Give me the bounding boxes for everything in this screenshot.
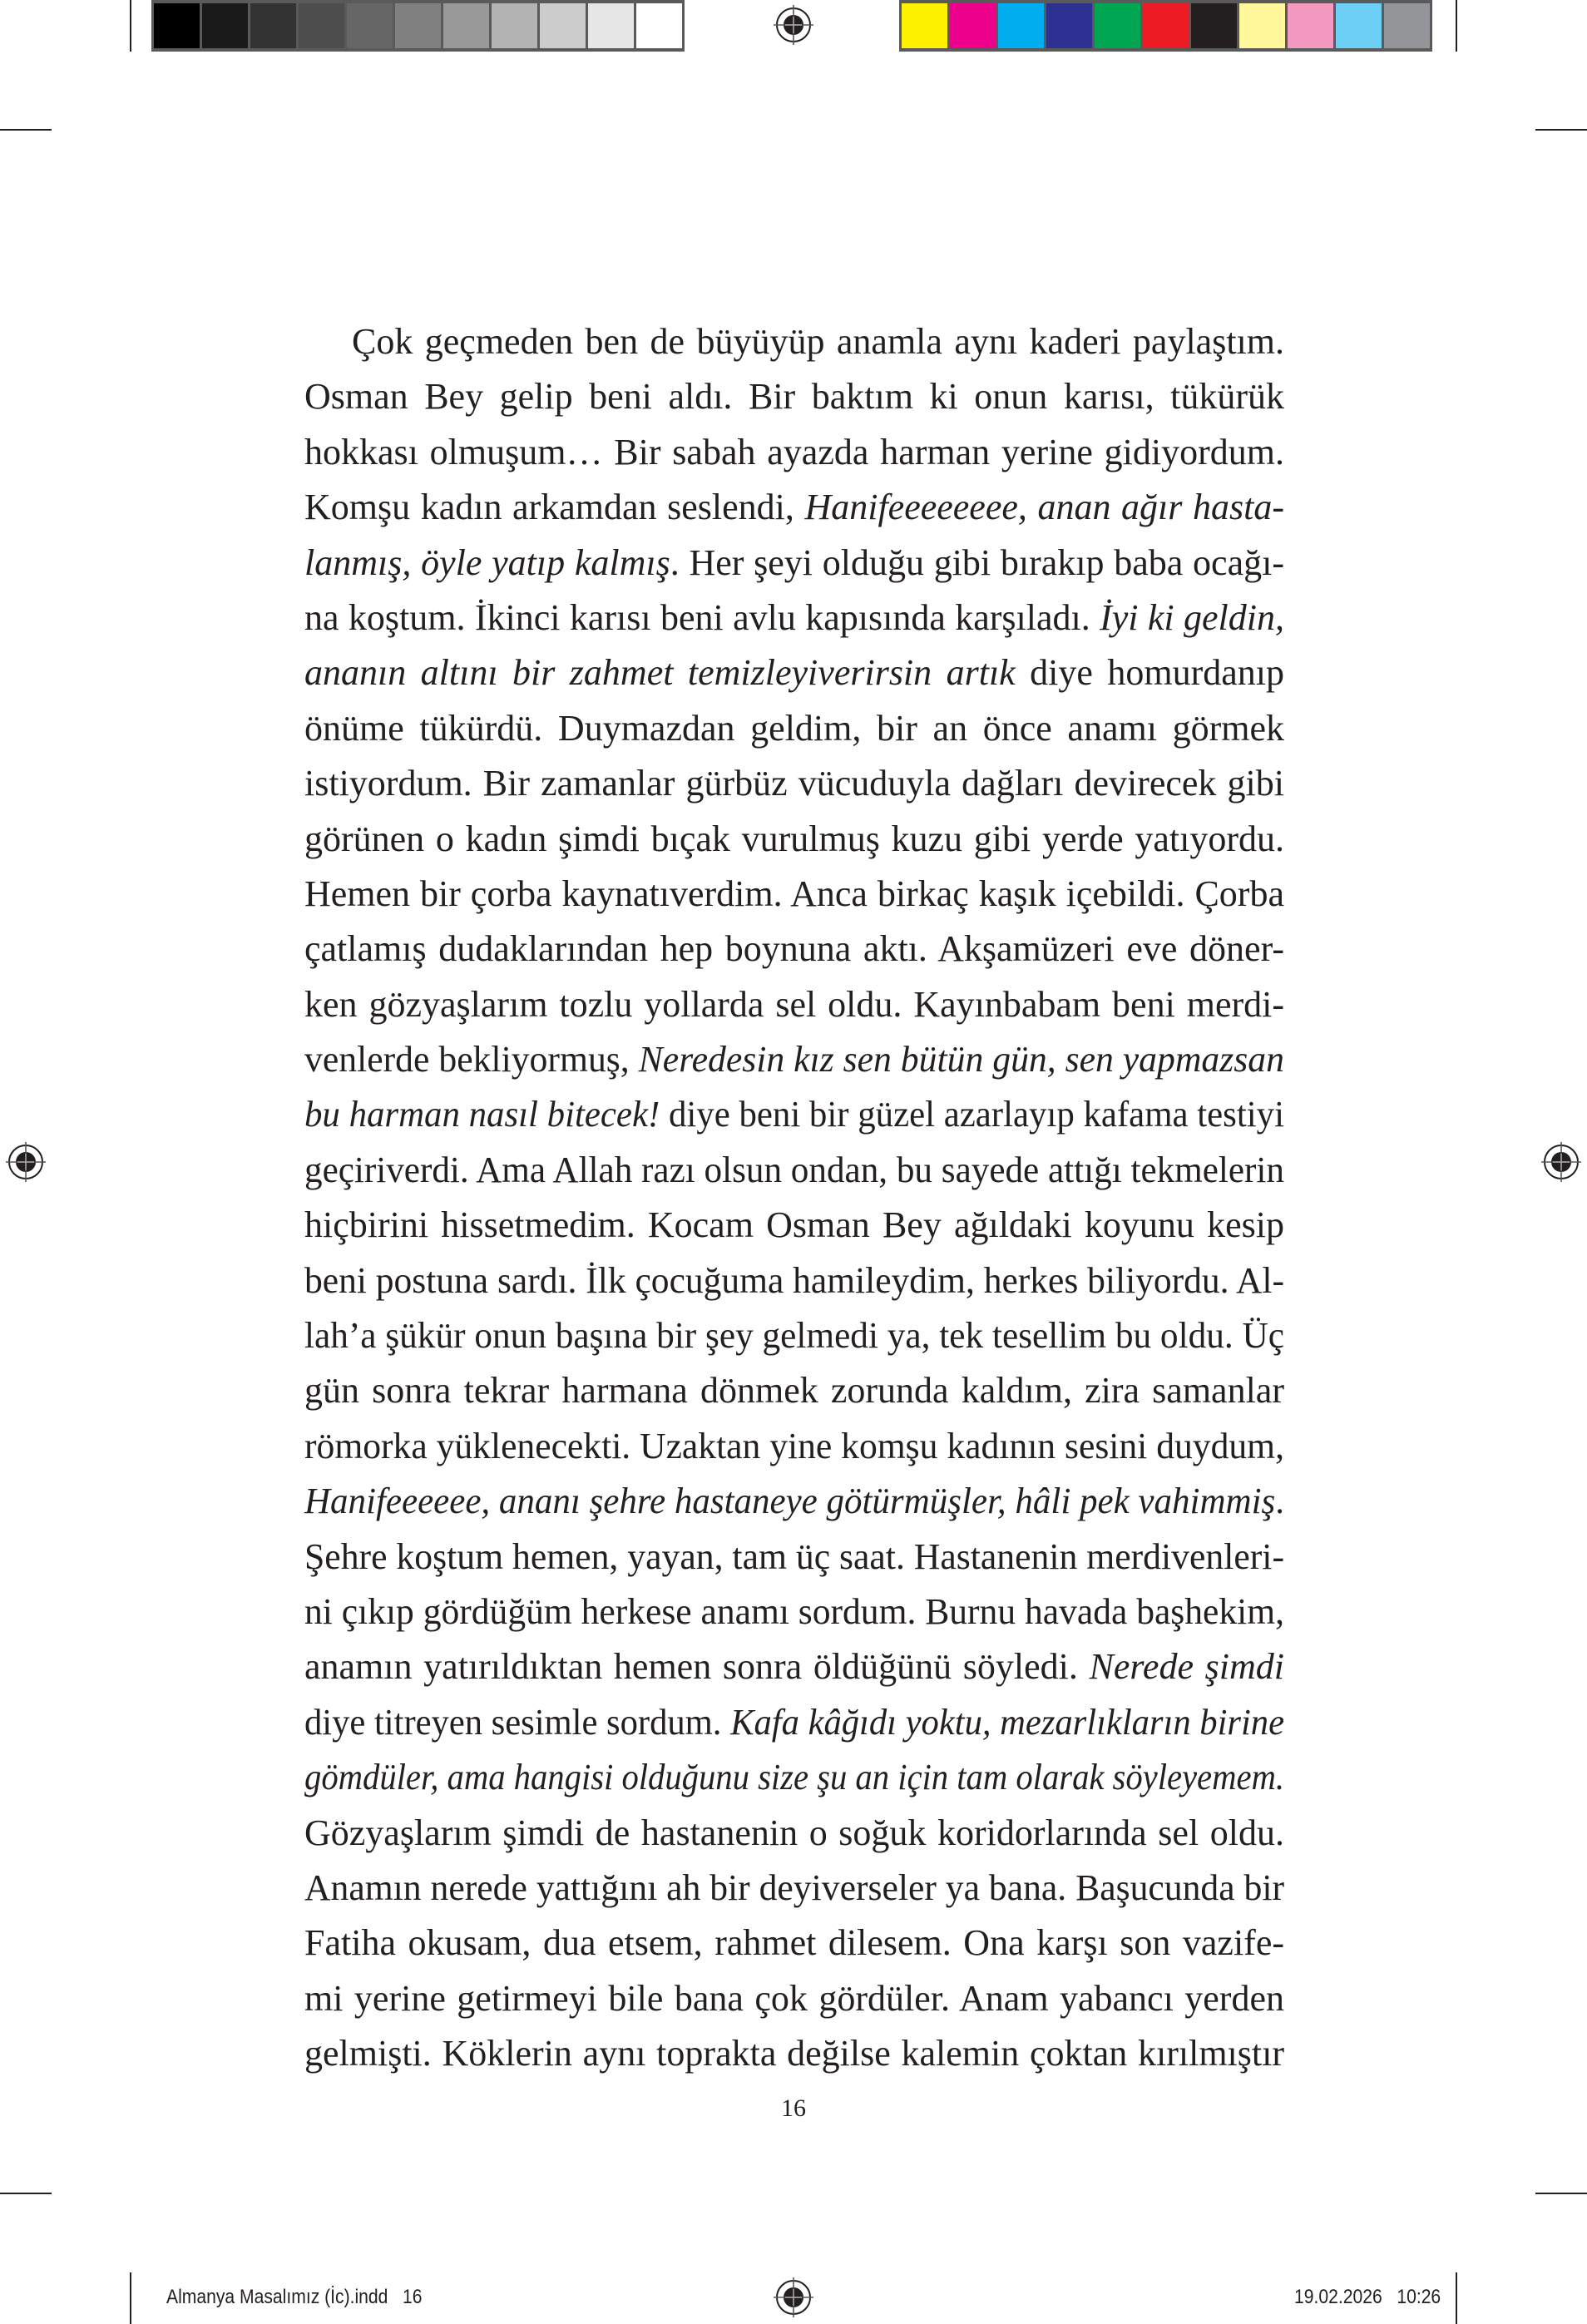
grayscale-swatch xyxy=(202,3,248,48)
crop-mark-top-left-vertical xyxy=(130,0,131,52)
color-swatch xyxy=(1191,3,1237,48)
text-span: anamın yatırıldıktan hemen sonra öldüğünü söyledi. xyxy=(304,1646,1090,1688)
text-line xyxy=(304,701,1284,756)
color-swatch xyxy=(998,3,1044,48)
grayscale-swatch xyxy=(588,3,634,48)
text-line xyxy=(304,1971,1284,2026)
crop-mark-bottom-right-horizontal xyxy=(1535,2193,1587,2194)
text-line xyxy=(304,1419,1284,1474)
italic-text-span: bu harman nasıl bitecek! xyxy=(304,1094,660,1135)
text-line xyxy=(304,425,1284,480)
color-swatch xyxy=(1046,3,1092,48)
color-swatch xyxy=(1239,3,1285,48)
text-span: mi yerine getirmeyi bile bana çok gördüler. Anam yabancı yerden xyxy=(304,1977,1284,2019)
text-line xyxy=(304,645,1284,700)
text-span: na koştum. İkinci karısı beni avlu kapısında karşıladı. xyxy=(304,596,1100,638)
crop-mark-bottom-left-vertical xyxy=(130,2272,131,2324)
italic-text-span: Hanifeeeeeeee, anan ağır hasta- xyxy=(804,487,1284,528)
italic-text-span: gömdüler, ama hangisi olduğunu size şu an için tam olarak söyleyemem. xyxy=(304,1757,1284,1798)
color-swatch-bar xyxy=(899,0,1432,52)
body-paragraph xyxy=(304,314,1284,2082)
grayscale-swatch xyxy=(395,3,441,48)
registration-mark-bottom-icon xyxy=(774,2277,813,2317)
text-line xyxy=(304,369,1284,424)
text-span: römorka yüklenecekti. Uzaktan yine komşu kadının sesini duydum, xyxy=(304,1425,1284,1466)
text-line xyxy=(304,922,1284,977)
text-span: Çok geçmeden ben de büyüyüp anamla aynı kaderi paylaştım. xyxy=(352,321,1284,362)
grayscale-swatch xyxy=(636,3,682,48)
text-span: ken gözyaşlarım tozlu yollarda sel oldu. Kayınbabam beni merdi- xyxy=(304,983,1284,1025)
crop-mark-top-right-horizontal xyxy=(1535,129,1587,131)
text-line xyxy=(304,1198,1284,1253)
text-line xyxy=(304,1530,1284,1585)
text-span: geçiriverdi. Ama Allah razı olsun ondan, bu sayede attığı tekmelerin xyxy=(304,1149,1284,1190)
text-line xyxy=(304,1363,1284,1418)
text-line xyxy=(304,1308,1284,1363)
color-swatch xyxy=(1384,3,1430,48)
text-span: Anamın nerede yattığını ah bir deyiverseler ya bana. Başucunda bir xyxy=(304,1867,1284,1908)
grayscale-swatch xyxy=(250,3,296,48)
text-line xyxy=(304,1750,1284,1805)
italic-text-span: Nerede şimdi xyxy=(1089,1646,1284,1688)
text-span: gelmişti. Köklerin aynı toprakta değilse kalemin çoktan kırılmıştır xyxy=(304,2033,1284,2074)
registration-mark-top-icon xyxy=(774,5,813,45)
color-swatch xyxy=(902,3,947,48)
color-swatch xyxy=(1288,3,1333,48)
text-span: . xyxy=(1275,1481,1284,1522)
grayscale-swatch-bar xyxy=(151,0,685,52)
grayscale-swatch xyxy=(492,3,537,48)
italic-text-span: Hanifeeeeee, ananı şehre hastaneye götürmüşler, hâli pek vahimmiş xyxy=(304,1481,1276,1522)
text-line xyxy=(304,536,1284,591)
text-span: Osman Bey gelip beni aldı. Bir baktım ki onun karısı, tükürük xyxy=(304,376,1284,418)
crop-mark-bottom-left-horizontal xyxy=(0,2193,52,2194)
text-span: diye beni bir güzel azarlayıp kafama testiyi xyxy=(660,1094,1284,1135)
color-swatch xyxy=(1336,3,1382,48)
text-line xyxy=(304,2026,1284,2081)
grayscale-swatch xyxy=(154,3,200,48)
text-span: önüme tükürdü. Duymazdan geldim, bir an önce anamı görmek xyxy=(304,707,1284,749)
text-line xyxy=(304,1806,1284,1861)
text-line xyxy=(304,977,1284,1032)
text-span: Şehre koştum hemen, yayan, tam üç saat. Hastanenin merdivenleri- xyxy=(304,1535,1284,1577)
crop-mark-bottom-right-vertical xyxy=(1456,2272,1457,2324)
text-line xyxy=(304,1861,1284,1916)
text-line xyxy=(304,1639,1284,1694)
italic-text-span: lanmış, öyle yatıp kalmış xyxy=(304,541,670,583)
registration-mark-right-icon xyxy=(1541,1142,1581,1182)
text-span: görünen o kadın şimdi bıçak vurulmuş kuzu gibi yerde yatıyordu. xyxy=(304,818,1284,859)
text-line xyxy=(304,812,1284,867)
text-line xyxy=(304,1087,1284,1142)
text-span: çatlamış dudaklarından hep boynuna aktı. Akşamüzeri eve döner- xyxy=(304,928,1284,970)
italic-text-span: Neredesin kız sen bütün gün, sen yapmazsan xyxy=(638,1039,1284,1080)
page-number: 16 xyxy=(781,2094,806,2122)
text-span: Fatiha okusam, dua etsem, rahmet dilesem. Ona karşı son vazife- xyxy=(304,1922,1284,1964)
slug-datetime: 19.02.2026 10:26 xyxy=(1293,2286,1441,2308)
text-span: ni çıkıp gördüğüm herkese anamı sordum. Burnu havada başhekim, xyxy=(304,1590,1284,1632)
grayscale-swatch xyxy=(299,3,344,48)
text-span: istiyordum. Bir zamanlar gürbüz vücuduyla dağları devirecek gibi xyxy=(304,763,1284,804)
text-span: beni postuna sardı. İlk çocuğuma hamileydim, herkes biliyordu. Al- xyxy=(304,1259,1284,1301)
text-span: diye titreyen sesimle sordum. xyxy=(304,1701,731,1743)
text-span: diye homurdanıp xyxy=(1015,652,1284,694)
italic-text-span: Kafa kâğıdı yoktu, mezarlıkların birine xyxy=(730,1701,1284,1743)
text-line xyxy=(304,867,1284,922)
text-line xyxy=(304,1916,1284,1970)
crop-mark-top-left-horizontal xyxy=(0,129,52,131)
text-line xyxy=(304,1032,1284,1087)
text-span: Hemen bir çorba kaynatıverdim. Anca birkaç kaşık içebildi. Çorba xyxy=(304,873,1284,914)
grayscale-swatch xyxy=(347,3,393,48)
text-line xyxy=(304,591,1284,645)
color-swatch xyxy=(1095,3,1140,48)
text-line xyxy=(304,480,1284,535)
color-swatch xyxy=(1143,3,1189,48)
text-span: Gözyaşlarım şimdi de hastanenin o soğuk koridorlarında sel oldu. xyxy=(304,1812,1284,1853)
italic-text-span: ananın altını bir zahmet temizleyiverirsin artık xyxy=(304,652,1016,694)
text-span: hiçbirini hissetmedim. Kocam Osman Bey ağıldaki koyunu kesip xyxy=(304,1204,1284,1246)
text-line xyxy=(304,1253,1284,1308)
text-line xyxy=(304,314,1284,369)
text-line xyxy=(304,1143,1284,1198)
text-span: . Her şeyi olduğu gibi bırakıp baba ocağı- xyxy=(670,541,1284,583)
text-span: gün sonra tekrar harmana dönmek zorunda kaldım, zira samanlar xyxy=(304,1370,1284,1412)
text-span: hokkası olmuşum… Bir sabah ayazda harman yerine gidiyordum. xyxy=(304,431,1284,472)
grayscale-swatch xyxy=(443,3,489,48)
text-line xyxy=(304,756,1284,811)
registration-mark-left-icon xyxy=(6,1142,46,1182)
slug-filename: Almanya Masalımız (İc).indd 16 xyxy=(166,2286,423,2308)
crop-mark-top-right-vertical xyxy=(1456,0,1457,52)
text-span: venlerde bekliyormuş, xyxy=(304,1039,639,1080)
text-span: Komşu kadın arkamdan seslendi, xyxy=(304,487,805,528)
text-span: lah’a şükür onun başına bir şey gelmedi ya, tek tesellim bu oldu. Üç xyxy=(304,1315,1284,1357)
grayscale-swatch xyxy=(540,3,586,48)
text-line xyxy=(304,1585,1284,1639)
text-line xyxy=(304,1695,1284,1750)
italic-text-span: İyi ki geldin, xyxy=(1100,596,1284,638)
text-line xyxy=(304,1474,1284,1529)
color-swatch xyxy=(950,3,996,48)
